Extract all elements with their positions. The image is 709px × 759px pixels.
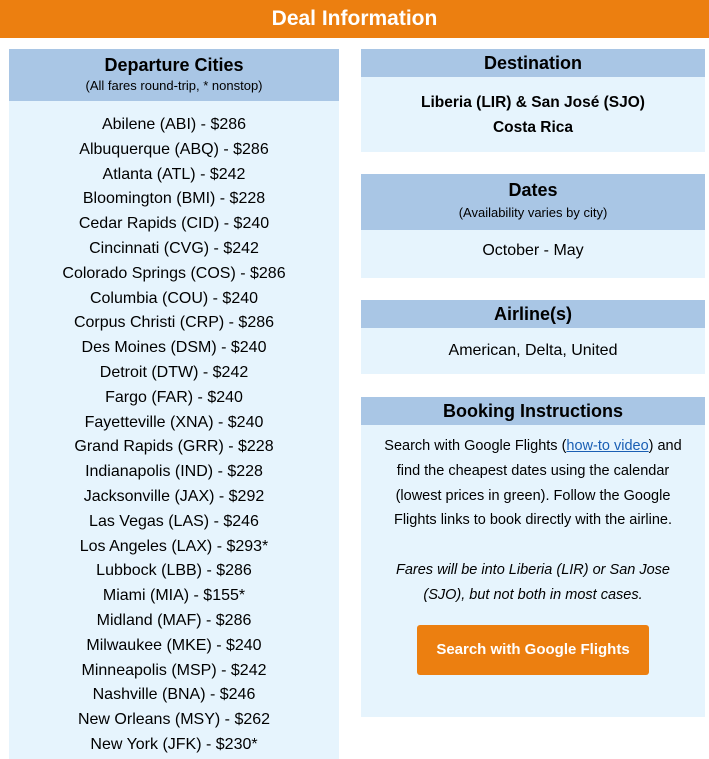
city-fare-item: Fayetteville (XNA) - $240 — [84, 413, 264, 431]
city-fare-item: Cincinnati (CVG) - $242 — [89, 239, 259, 257]
departure-cities-title: Departure Cities — [104, 55, 244, 75]
booking-text-before: Search with Google Flights ( — [384, 438, 567, 454]
deal-information-banner: Deal Information — [0, 0, 709, 38]
city-fare-item: Bloomington (BMI) - $228 — [82, 190, 266, 208]
city-fare-item: Los Angeles (LAX) - $293* — [79, 537, 269, 555]
city-fare-item: Nashville (BNA) - $246 — [92, 686, 256, 704]
booking-instructions-panel — [361, 397, 705, 717]
city-fare-item: Abilene (ABI) - $286 — [101, 116, 247, 133]
city-fare-item: Albuquerque (ABQ) - $286 — [79, 140, 269, 158]
how-to-video-link[interactable]: how-to video — [566, 438, 649, 454]
dates-title: Dates — [508, 180, 558, 200]
booking-instructions-header: Booking Instructions — [361, 397, 705, 425]
city-fare-item: Detroit (DTW) - $242 — [99, 363, 249, 381]
city-fare-item: Columbia (COU) - $240 — [89, 289, 259, 307]
departure-cities-panel — [9, 49, 339, 759]
dates-subtitle: (Availability varies by city) — [458, 205, 608, 220]
dates-value: October - May — [482, 242, 584, 259]
city-fare-item: Milwaukee (MKE) - $240 — [86, 636, 262, 654]
dates-header — [361, 174, 705, 230]
airlines-header: Airline(s) — [361, 300, 705, 328]
city-fare-item: Fargo (FAR) - $240 — [105, 388, 243, 406]
city-fare-item: Corpus Christi (CRP) - $286 — [73, 314, 275, 332]
city-fare-item: Cedar Rapids (CID) - $240 — [78, 215, 270, 233]
dates-panel — [361, 174, 705, 278]
departure-cities-subtitle: (All fares round-trip, * nonstop) — [85, 78, 263, 93]
airlines-panel — [361, 300, 705, 374]
destination-panel — [361, 49, 705, 152]
city-fare-item: Colorado Springs (COS) - $286 — [62, 264, 286, 282]
destination-country: Costa Rica — [492, 119, 574, 136]
destination-header: Destination — [361, 49, 705, 77]
booking-text-after: ) and find the cheapest dates using the calendar (lowest prices in green). Follow the Google Flights links to book directly with the airline. — [393, 438, 682, 529]
departure-cities-header — [9, 49, 339, 101]
city-fare-item: Jacksonville (JAX) - $292 — [83, 487, 265, 505]
city-fare-item: Grand Rapids (GRR) - $228 — [74, 438, 274, 456]
city-fare-item: Lubbock (LBB) - $286 — [96, 562, 252, 580]
city-fare-item: New Orleans (MSY) - $262 — [77, 711, 271, 729]
city-fare-list — [9, 101, 339, 758]
booking-instructions-text — [381, 434, 685, 533]
search-google-flights-button[interactable]: Search with Google Flights — [417, 625, 649, 675]
booking-fare-note: Fares will be into Liberia (LIR) or San Jose (SJO), but not both in most cases. — [395, 561, 670, 603]
airlines-value: American, Delta, United — [448, 342, 618, 359]
city-fare-item: Midland (MAF) - $286 — [96, 611, 252, 629]
city-fare-item: Minneapolis (MSP) - $242 — [81, 661, 267, 679]
city-fare-item: New York (JFK) - $230* — [90, 735, 258, 753]
city-fare-item: Miami (MIA) - $155* — [102, 587, 246, 605]
city-fare-item: Des Moines (DSM) - $240 — [81, 339, 267, 357]
city-fare-item: Atlanta (ATL) - $242 — [102, 165, 246, 183]
city-fare-item: Las Vegas (LAS) - $246 — [89, 512, 259, 530]
city-fare-item: Indianapolis (IND) - $228 — [85, 463, 263, 481]
destination-airports: Liberia (LIR) & San José (SJO) — [421, 94, 645, 111]
